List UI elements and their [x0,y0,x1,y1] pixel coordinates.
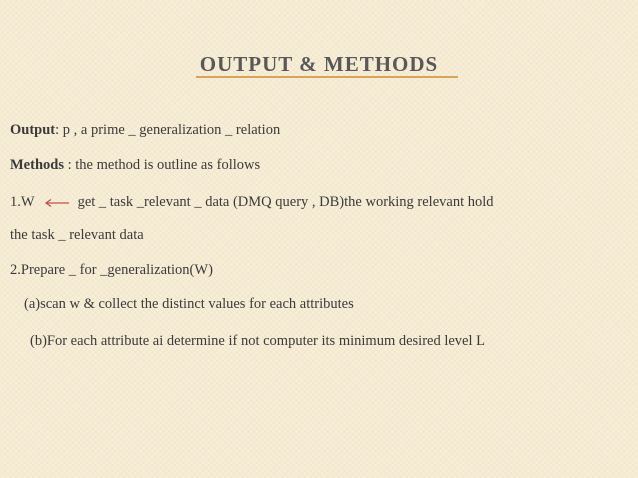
output-text: : p , a prime _ generalization _ relation [55,122,281,138]
title-underline [196,76,458,78]
slide-title: OUTPUT & METHODS [199,52,439,76]
step2b-line: (b)For each attribute ai determine if not computer its minimum desired level L [30,333,486,349]
step1-prefix: 1.W [10,194,35,210]
step2-line: 2.Prepare _ for _generalization(W) [10,262,213,278]
step1-continuation: the task _ relevant data [10,227,144,243]
methods-label: Methods [10,157,64,173]
methods-line [10,157,260,174]
step1-line [10,194,494,211]
step1-text: get _ task _relevant _ data (DMQ query , DB)the working relevant hold [77,194,494,210]
left-arrow-icon [44,198,70,208]
methods-text: : the method is outline as follows [63,157,261,173]
output-label: Output [10,122,56,138]
step2a-line: (a)scan w & collect the distinct values for each attributes [24,296,354,312]
output-line [10,122,280,139]
